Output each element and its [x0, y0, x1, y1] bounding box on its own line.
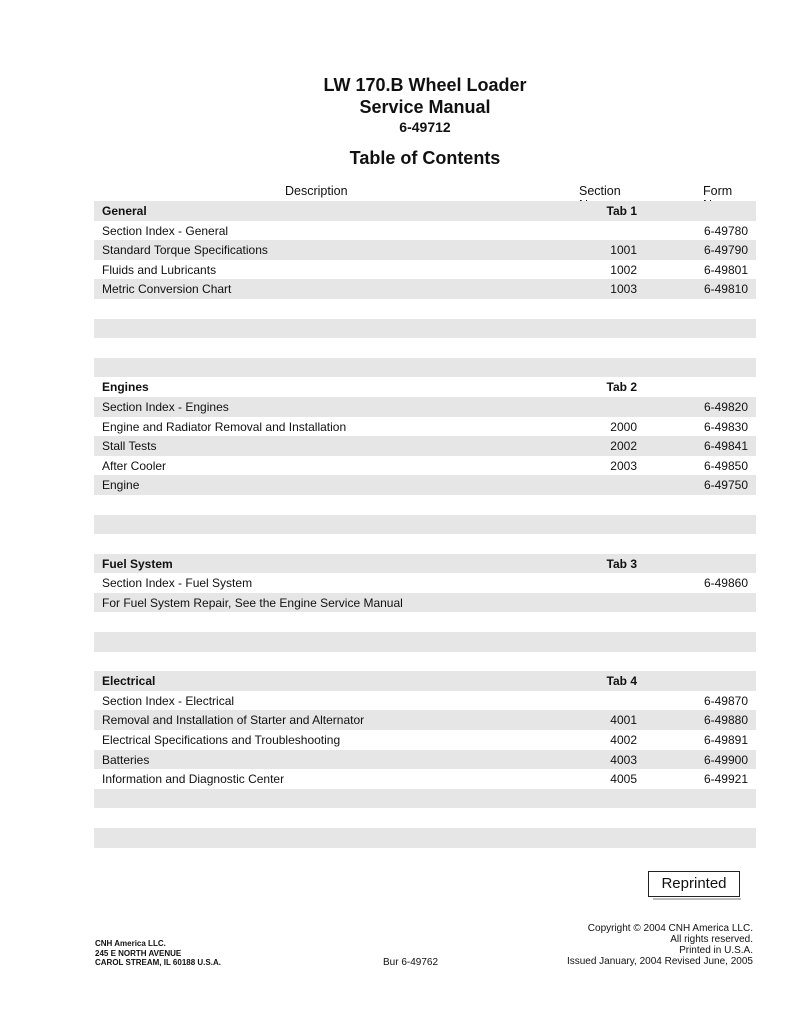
- row-description: Fuel System: [102, 556, 173, 571]
- row-form-number: 6-49891: [703, 733, 748, 748]
- row-form-number: 6-49841: [703, 439, 748, 454]
- row-section-number: 2000: [610, 419, 637, 434]
- row-section-number: 2003: [610, 458, 637, 473]
- blank-row: [94, 789, 756, 809]
- row-form-number: 6-49790: [703, 243, 748, 258]
- row-section-number: Tab 1: [606, 204, 637, 218]
- table-row: [94, 417, 756, 437]
- row-description: Electrical Specifications and Troubleshooting: [102, 733, 341, 748]
- row-description: Engines: [102, 380, 149, 395]
- section-header-row: [94, 554, 756, 574]
- column-header-section: Section: [579, 184, 621, 198]
- reprinted-stamp: Reprinted: [648, 871, 740, 897]
- address-line: 245 E NORTH AVENUE: [95, 948, 182, 958]
- row-section-number: 1002: [610, 262, 637, 277]
- row-description: Standard Torque Specifications: [102, 243, 268, 258]
- row-description: Section Index - General: [102, 223, 229, 238]
- section-header-row: [94, 377, 756, 397]
- table-row: [94, 730, 756, 750]
- row-section-number: Tab 4: [606, 674, 637, 689]
- table-row: [94, 279, 756, 299]
- table-row: [94, 573, 756, 593]
- row-description: Electrical: [102, 674, 156, 689]
- row-form-number: 6-49860: [703, 576, 748, 591]
- blank-row: [94, 495, 756, 515]
- row-description: General: [102, 204, 147, 218]
- row-form-number: 6-49820: [703, 399, 748, 414]
- stamp-shadow: [653, 898, 741, 900]
- table-row: [94, 456, 756, 476]
- table-row: [94, 769, 756, 789]
- address-line: CNH America LLC.: [95, 939, 166, 948]
- table-row: [94, 221, 756, 241]
- address-line: CAROL STREAM, IL 60188 U.S.A.: [95, 958, 221, 967]
- toc-title: Table of Contents: [349, 148, 501, 168]
- row-section-number: 2002: [610, 439, 637, 454]
- blank-row: [94, 612, 756, 632]
- row-description: Metric Conversion Chart: [102, 282, 232, 297]
- blank-row: [94, 652, 756, 672]
- row-form-number: 6-49750: [703, 478, 748, 493]
- row-section-number: Tab 3: [606, 556, 637, 571]
- table-row: [94, 593, 756, 613]
- row-form-number: 6-49830: [703, 419, 748, 434]
- row-form-number: 6-49850: [703, 458, 748, 473]
- blank-row: [94, 534, 756, 554]
- row-description: After Cooler: [102, 458, 167, 473]
- table-row: [94, 260, 756, 280]
- table-row: [94, 710, 756, 730]
- row-form-number: 6-49900: [703, 752, 748, 767]
- row-description: Section Index - Fuel System: [102, 576, 253, 591]
- row-description: Stall Tests: [102, 439, 157, 454]
- table-row: [94, 691, 756, 711]
- manual-subtitle: Service Manual: [359, 97, 491, 117]
- row-section-number: 4005: [610, 772, 637, 787]
- table-row: [94, 475, 756, 495]
- row-description: For Fuel System Repair, See the Engine Service Manual: [102, 595, 403, 610]
- blank-row: [94, 319, 756, 339]
- table-row: [94, 750, 756, 770]
- blank-row: [94, 358, 756, 378]
- copyright-line: Copyright © 2004 CNH America LLC.: [587, 923, 753, 934]
- blank-row: [94, 808, 756, 828]
- row-form-number: 6-49921: [703, 772, 748, 787]
- copyright-line: All rights reserved.: [670, 934, 753, 945]
- row-section-number: Tab 2: [606, 380, 637, 395]
- column-header-description: Description: [285, 184, 348, 198]
- row-description: Section Index - Electrical: [102, 693, 235, 708]
- table-row: [94, 436, 756, 456]
- blank-row: [94, 515, 756, 535]
- manual-title: LW 170.B Wheel Loader: [323, 75, 527, 95]
- blank-row: [94, 338, 756, 358]
- copyright-line: Printed in U.S.A.: [679, 945, 753, 956]
- row-description: Section Index - Engines: [102, 399, 229, 414]
- copyright-line: Issued January, 2004 Revised June, 2005: [566, 956, 753, 967]
- row-form-number: 6-49810: [703, 282, 748, 297]
- row-section-number: 4003: [610, 752, 637, 767]
- section-header-row: [94, 671, 756, 691]
- row-form-number: 6-49780: [703, 223, 748, 238]
- toc-table: [94, 201, 756, 848]
- table-row: [94, 240, 756, 260]
- row-form-number: 6-49801: [703, 262, 748, 277]
- copyright-block: [567, 923, 753, 967]
- blank-row: [94, 632, 756, 652]
- row-section-number: 1003: [610, 282, 637, 297]
- manual-number: 6-49712: [399, 119, 451, 135]
- section-header-row: [94, 201, 756, 221]
- row-description: Batteries: [102, 752, 150, 767]
- bur-number: Bur 6-49762: [383, 957, 439, 968]
- row-description: Engine: [102, 478, 140, 493]
- blank-row: [94, 828, 756, 848]
- row-description: Information and Diagnostic Center: [102, 772, 285, 787]
- row-section-number: 1001: [610, 243, 637, 258]
- row-form-number: 6-49870: [703, 693, 748, 708]
- row-section-number: 4002: [610, 733, 637, 748]
- company-address: [95, 939, 221, 968]
- row-form-number: 6-49880: [703, 713, 748, 728]
- row-section-number: 4001: [610, 713, 637, 728]
- row-description: Engine and Radiator Removal and Installation: [102, 419, 347, 434]
- row-description: Removal and Installation of Starter and Alternator: [102, 713, 365, 728]
- column-header-form: Form: [703, 184, 733, 198]
- row-description: Fluids and Lubricants: [102, 262, 217, 277]
- blank-row: [94, 299, 756, 319]
- table-row: [94, 397, 756, 417]
